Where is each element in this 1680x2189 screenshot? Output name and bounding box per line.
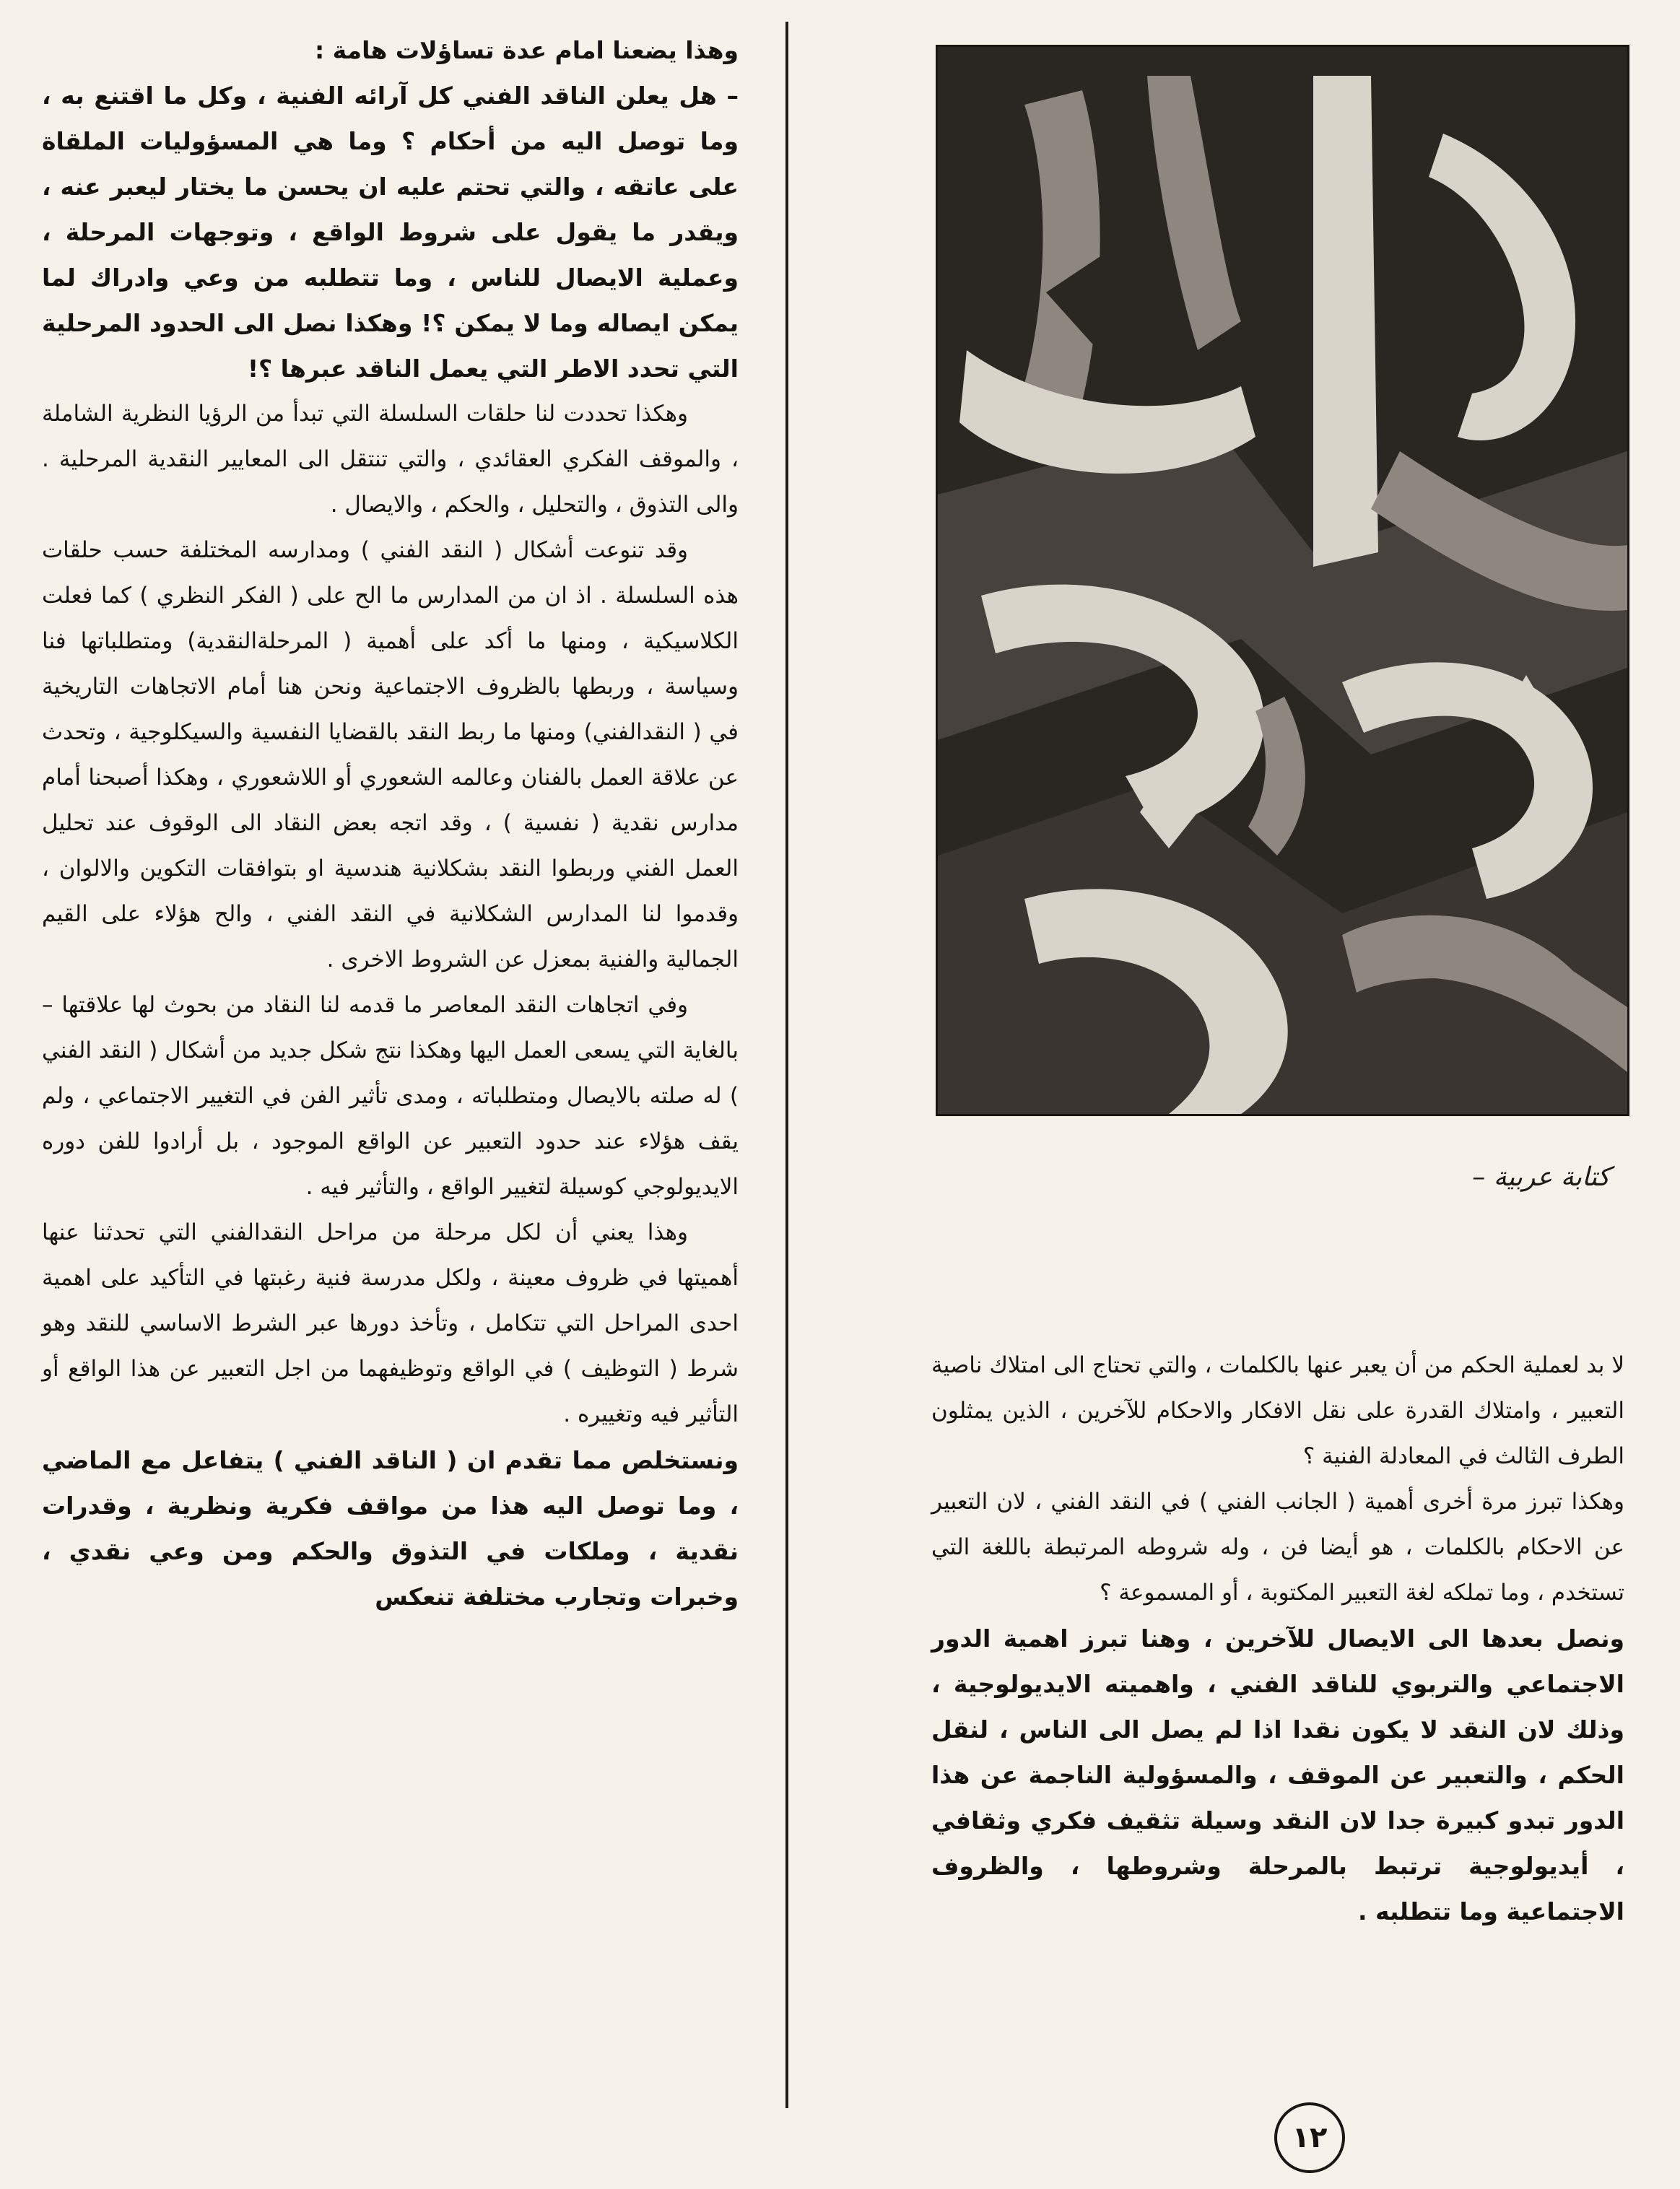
paragraph: وقد تنوعت أشكال ( النقد الفني ) ومدارسه المختلفة حسب حلقات هذه السلسلة . اذ ان من المدارس ما الح على ( الفكر النظري ) كما فعلت الكلاسيكية ، ومنها ما أكد على أهمية ( المرحلةالنقدية) ومتطلباتها فنا وسياسة ، وربطها بالظروف الاجتماعية ونحن هنا أمام الاتجاهات التاريخية في ( النقدالفني) ومنها ما ربط النقد بالقضايا النفسية والسيكلوجية ، وتحدث عن علاقة العمل بالفنان وعالمه الشعوري أو اللاشعوري ، وهكذا أصبحنا أمام مدارس نقدية ( نفسية ) ، وقد اتجه بعض النقاد الى الوقوف عند تحليل العمل الفني وربطوا النقد بشكلانية هندسية او بتوافقات التكوين والالوان ، وقدموا لنا المدارس الشكلانية في النقد الفني ، والح هؤلاء على القيم الجمالية والفنية بمعزل عن الشروط الاخرى .: [42, 537, 739, 972]
article-column-left: [931, 1343, 1624, 1934]
calligraphy-image: [938, 47, 1627, 1114]
paragraph: وفي اتجاهات النقد المعاصر ما قدمه لنا النقاد من بحوث لها علاقتها – بالغاية التي يسعى العمل اليها وهكذا نتج شكل جديد من أشكال ( النقد الفني ) له صلته بالايصال ومتطلباته ، ومدى تأثير الفن في التغيير الاجتماعي ، ولم يقف هؤلاء عند حدود التعبير عن الواقع الموجود ، بل أرادوا للفن دوره الايديولوجي كوسيلة لتغيير الواقع ، والتأثير فيه .: [42, 992, 739, 1200]
article-column-right: [42, 27, 739, 1619]
artwork-stroke: [1313, 76, 1378, 567]
paragraph: وهكذا تبرز مرة أخرى أهمية ( الجانب الفني ) في النقد الفني ، لان التعبير عن الاحكام بالكلمات ، هو أيضا فن ، وله شروطه المرتبطة باللغة التي تستخدم ، وما تملكه لغة التعبير المكتوبة ، أو المسموعة ؟: [931, 1489, 1624, 1606]
paragraph: وهذا يضعنا امام عدة تساؤلات هامة :: [314, 36, 739, 64]
page-number: ١٢: [1274, 2102, 1345, 2173]
paragraph: ونصل بعدها الى الايصال للآخرين ، وهنا تبرز اهمية الدور الاجتماعي والتربوي للناقد الفني ، واهميته الايديولوجية ، وذلك لان النقد لا يكون نقدا اذا لم يصل الى الناس ، لنقل الحكم ، والتعبير عن الموقف ، والمسؤولية الناجمة عن هذا الدور تبدو كبيرة جدا لان النقد وسيلة تثقيف فكري وثقافي ، أيديولوجية ترتبط بالمرحلة وشروطها ، والظروف الاجتماعية وما تتطلبه .: [931, 1624, 1624, 1925]
paragraph: وهكذا تحددت لنا حلقات السلسلة التي تبدأ من الرؤيا النظرية الشاملة ، والموقف الفكري العقائدي ، والتي تنتقل الى المعايير النقدية المرحلية . والى التذوق ، والتحليل ، والحكم ، والايصال .: [42, 401, 739, 518]
paragraph: وهذا يعني أن لكل مرحلة من مراحل النقدالفني التي تحدثنا عنها أهميتها في ظروف معينة ، ولكل مدرسة فنية رغبتها في التأكيد على اهمية احدى المراحل التي تتكامل ، وتأخذ دورها عبر الشرط الاساسي للنقد وهو شرط ( التوظيف ) في الواقع وتوظيفهما من اجل التعبير عن هذا الواقع أو التأثير فيه وتغييره .: [42, 1219, 739, 1427]
column-divider: [785, 22, 788, 2108]
calligraphy-artwork: [936, 45, 1629, 1116]
paragraph: – هل يعلن الناقد الفني كل آرائه الفنية ، وكل ما اقتنع به ، وما توصل اليه من أحكام ؟ وما هي المسؤوليات الملقاة على عاتقه ، والتي تحتم عليه ان يحسن ما يختار ليعبر عنه ، ويقدر ما يقول على شروط الواقع ، وتوجهات المرحلة ، وعملية الايصال للناس ، وما تتطلبه من وعي وادراك لما يمكن ايصاله وما لا يمكن ؟! وهكذا نصل الى الحدود المرحلية التي تحدد الاطر التي يعمل الناقد عبرها ؟!: [42, 82, 739, 383]
paragraph: ونستخلص مما تقدم ان ( الناقد الفني ) يتفاعل مع الماضي ، وما توصل اليه هذا من مواقف فكرية ونظرية ، وقدرات نقدية ، وملكات في التذوق والحكم ومن وعي نقدي ، وخبرات وتجارب مختلفة تنعكس: [42, 1446, 739, 1611]
figure-caption: كتابة عربية –: [1472, 1162, 1610, 1192]
paragraph: لا بد لعملية الحكم من أن يعبر عنها بالكلمات ، والتي تحتاج الى امتلاك ناصية التعبير ، وامتلاك القدرة على نقل الافكار والاحكام للآخرين ، الذين يمثلون الطرف الثالث في المعادلة الفنية ؟: [931, 1352, 1624, 1469]
